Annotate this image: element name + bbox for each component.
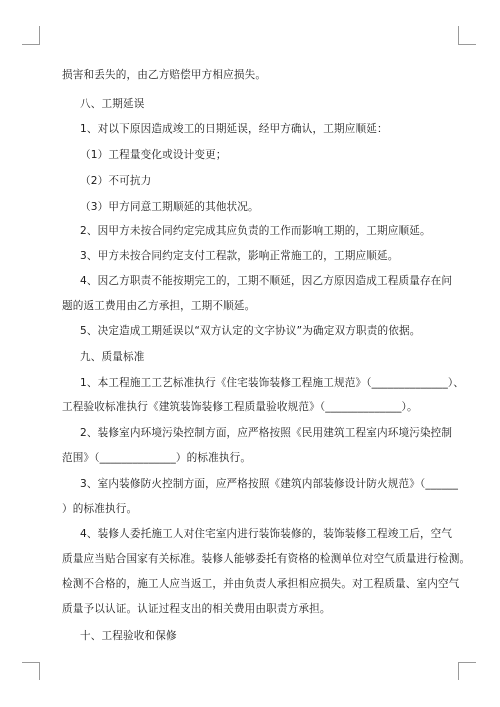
text-line: 3、室内装修防火控制方面，应严格按照《建筑内部装修设计防火规范》（______: [80, 478, 459, 490]
text-line: （3）甲方同意工期顺延的其他状况。: [80, 201, 259, 213]
section-heading: 八、工期延误: [80, 98, 145, 110]
text-line: （2）不可抗力: [80, 175, 152, 187]
text-line: 题的返工费用由乙方承担，工期不顺延。: [62, 300, 256, 312]
text-line: 2、因甲方未按合同约定完成其应负责的工作而影响工期的，工期应顺延。: [80, 225, 431, 237]
section-heading: 九、质量标准: [80, 351, 145, 363]
text-line: 4、装修人委托施工人对住宅室内进行装饰装修的，装饰装修工程竣工后，空气: [80, 528, 453, 540]
text-line: ）的标准执行。: [62, 503, 138, 515]
text-line: 范围》（______________）的标准执行。: [62, 452, 252, 464]
text-line: 3、甲方未按合同约定支付工程款，影响正常施工的，工期应顺延。: [80, 250, 399, 262]
text-line: 工程验收标准执行《建筑装饰装修工程质量验收规范》（______________）。: [62, 401, 418, 413]
text-line: 损害和丢失的，由乙方赔偿甲方相应损失。: [62, 69, 267, 81]
text-line: 质量应当贴合国家有关标准。装修人能够委托有资格的检测单位对空气质量进行检测。: [62, 553, 471, 565]
text-line: 检测不合格的，施工人应当返工，并由负责人承担相应损失。对工程质量、室内空气: [62, 578, 460, 590]
text-line: （1）工程量变化或设计变更；: [80, 149, 227, 161]
text-line: 1、对以下原因造成竣工的日期延误，经甲方确认，工期应顺延：: [80, 123, 388, 135]
text-line: 4、因乙方职责不能按期完工的，工期不顺延，因乙方原因造成工程质量存在问: [80, 275, 453, 287]
text-line: 5、决定造成工期延误以“双方认定的文字协议”为确定双方职责的依据。: [80, 325, 421, 337]
text-line: 质量予以认证。认证过程支出的相关费用由职责方承担。: [62, 603, 331, 615]
text-line: 1、本工程施工工艺标准执行《住宅装饰装修工程施工规范》（______________）、: [80, 377, 465, 389]
text-line: 2、装修室内环境污染控制方面，应严格按照《民用建筑工程室内环境污染控制: [80, 427, 453, 439]
section-heading: 十、工程验收和保修: [80, 630, 177, 642]
